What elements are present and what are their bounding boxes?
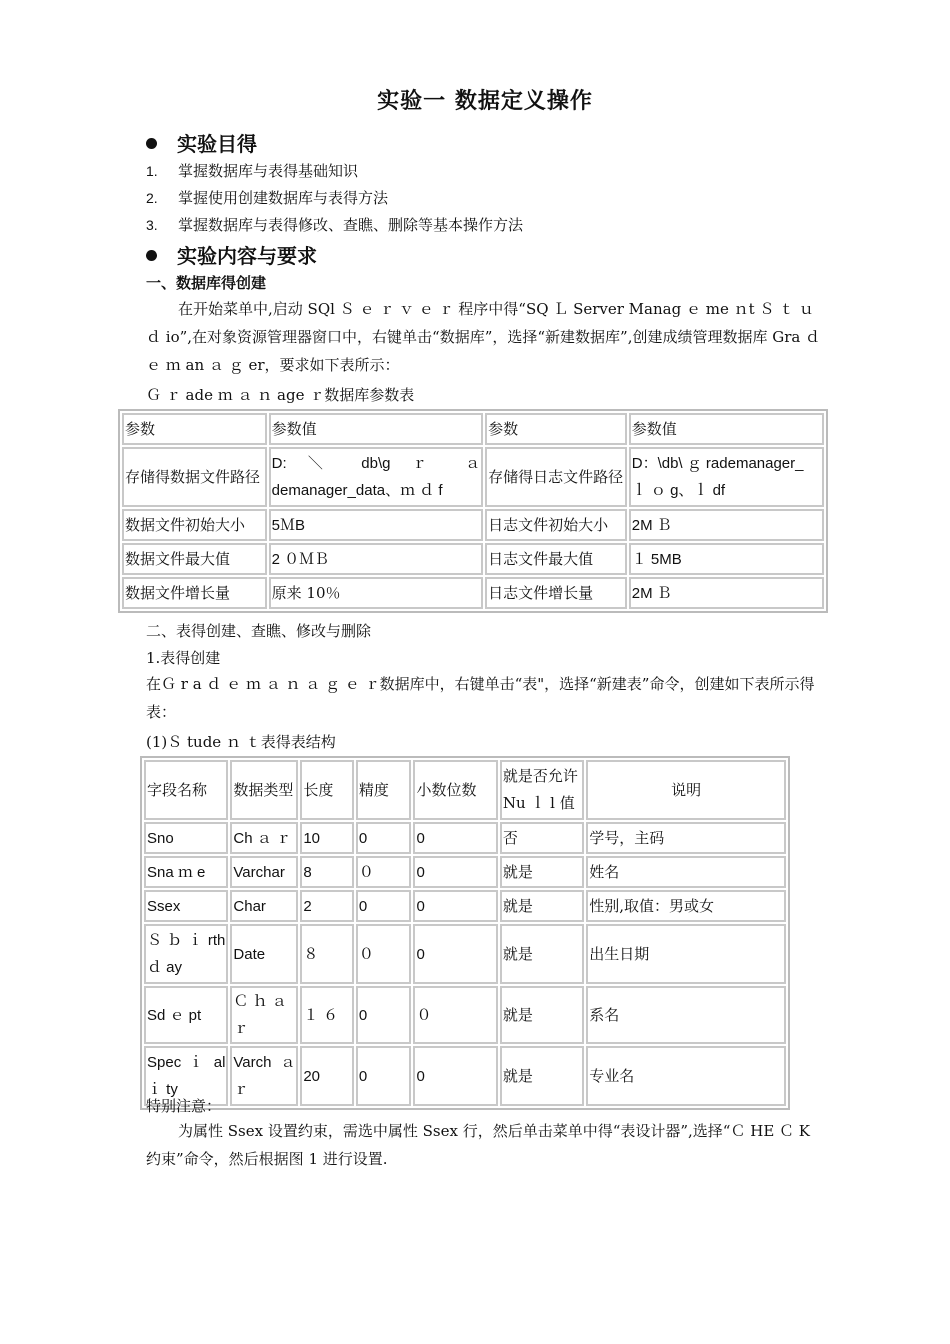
- table-cell: １ 5MB: [629, 543, 824, 575]
- header-cell: 说明: [586, 760, 786, 820]
- table-cell: 就是: [500, 986, 584, 1044]
- table-cell: 0: [413, 890, 497, 922]
- table-cell: 0: [413, 924, 497, 984]
- table-cell: 日志文件初始大小: [485, 509, 627, 541]
- database-params-table: [118, 409, 828, 613]
- table-cell: 0: [413, 1046, 497, 1106]
- table-row: [144, 986, 786, 1044]
- table-cell: Date: [230, 924, 298, 984]
- table-cell: 数据文件初始大小: [122, 509, 267, 541]
- note-paragraph: 为属性 Ssex 设置约束，需选中属性 Ssex 行，然后单击菜单中得“表设计器”,选择“Ｃ HE Ｃ K 约束”命令，然后根据图 1 进行设置.: [146, 1122, 811, 1168]
- table-cell: 存储得数据文件路径: [122, 447, 267, 507]
- student-structure-table: [140, 756, 790, 1110]
- table-cell: 日志文件增长量: [485, 577, 627, 609]
- table-cell: D：\db\ ｇ rademanager_ ｌ ｏ g、ｌ df: [629, 447, 824, 507]
- table-cell: 参数: [485, 413, 627, 445]
- table-cell: 否: [500, 822, 584, 854]
- table-cell: 性别,取值：男或女: [586, 890, 786, 922]
- header-cell: 长度: [300, 760, 354, 820]
- objective-item: 2. 掌握使用创建数据库与表得方法: [146, 189, 389, 207]
- table-cell: 专业名: [586, 1046, 786, 1106]
- header-cell: 精度: [356, 760, 412, 820]
- table-cell: 0: [413, 822, 497, 854]
- table-cell: 参数值: [629, 413, 824, 445]
- table-cell: 参数值: [269, 413, 483, 445]
- page-title: 实验一 数据定义操作: [377, 88, 593, 114]
- table-cell: 0: [356, 890, 412, 922]
- table-cell: 0: [356, 986, 412, 1044]
- table-row: [122, 509, 824, 541]
- table-cell: 0: [413, 856, 497, 888]
- table-cell: ０: [356, 856, 412, 888]
- table1-caption: Ｇ ｒ ade ｍ ａ ｎ age ｒ数据库参数表: [146, 386, 415, 404]
- objective-item: 3. 掌握数据库与表得修改、查瞧、删除等基本操作方法: [146, 216, 524, 234]
- table-cell: 就是: [500, 924, 584, 984]
- table-cell: Char: [230, 890, 298, 922]
- part2-paragraph: 在Ｇ r a ｄ ｅ ｍ ａ ｎ ａ ｇ ｅ ｒ数据库中，右键单击“表"，选择“新建表”命令，创建如下表所示得表：: [146, 675, 815, 721]
- table-cell: 20: [300, 1046, 354, 1106]
- table-cell: 5ＭB: [269, 509, 483, 541]
- table-cell: ０: [356, 924, 412, 984]
- table-cell: 数据文件增长量: [122, 577, 267, 609]
- table-row: [122, 447, 824, 507]
- table-row: [144, 856, 786, 888]
- objective-item: 1. 掌握数据库与表得基础知识: [146, 162, 359, 180]
- table-cell: Varchar: [230, 856, 298, 888]
- table-cell: 就是: [500, 1046, 584, 1106]
- part2-subheading: 1.表得创建: [146, 649, 221, 667]
- table-row: [144, 1046, 786, 1106]
- table-row: [144, 890, 786, 922]
- table-cell: Ssex: [144, 890, 228, 922]
- table-cell: 2M Ｂ: [629, 509, 824, 541]
- part2-heading: 二、表得创建、查瞧、修改与删除: [146, 622, 372, 640]
- table-row: [122, 413, 824, 445]
- table-row: [144, 822, 786, 854]
- table-cell: Ｓ ｂ ｉ rth ｄ ay: [144, 924, 228, 984]
- section-heading-content: 实验内容与要求: [146, 240, 317, 269]
- table-cell: 出生日期: [586, 924, 786, 984]
- bullet-icon: [146, 138, 157, 149]
- table-cell: Spec ｉ al ｉ ty: [144, 1046, 228, 1106]
- part1-heading: 一、数据库得创建: [146, 274, 267, 292]
- table2-caption: (1)Ｓ tude ｎ ｔ表得表结构: [146, 733, 336, 751]
- table-cell: 2: [300, 890, 354, 922]
- table-cell: 日志文件最大值: [485, 543, 627, 575]
- table-cell: 参数: [122, 413, 267, 445]
- table-row: [122, 577, 824, 609]
- table-cell: 8: [300, 856, 354, 888]
- table-row: [144, 924, 786, 984]
- header-cell: 字段名称: [144, 760, 228, 820]
- table-cell: 学号，主码: [586, 822, 786, 854]
- header-cell: 就是否允许 Nu ｌ l 值: [500, 760, 584, 820]
- header-cell: 小数位数: [413, 760, 497, 820]
- table-cell: Sd ｅ pt: [144, 986, 228, 1044]
- table-cell: ０: [413, 986, 497, 1044]
- table-cell: Sno: [144, 822, 228, 854]
- part1-paragraph: 在开始菜单中,启动 SQl Ｓ ｅ ｒ ｖ ｅ ｒ 程序中得“SQ Ｌ Server Manag ｅ me ｎt Ｓ ｔ ｕ ｄ io”,在对象资源管理器窗口中，右键单击“数据库”，选择“新建数据库”,创建成绩管理数据库 Gra ｄ ｅ ｍ an ａ ｇ er，要求如下表所示：: [146, 300, 821, 374]
- table-cell: 2 ０ＭＢ: [269, 543, 483, 575]
- bullet-icon: [146, 250, 157, 261]
- table-cell: 就是: [500, 856, 584, 888]
- table-cell: Sna ｍ e: [144, 856, 228, 888]
- table-cell: Ch ａ ｒ: [230, 822, 298, 854]
- section-heading-objectives: 实验目得: [146, 128, 257, 157]
- table-header-row: [144, 760, 786, 820]
- table-cell: D: ＼ db\g ｒ ａ demanager_data、ｍ ｄ f: [269, 447, 483, 507]
- table-cell: 就是: [500, 890, 584, 922]
- table-cell: 存储得日志文件路径: [485, 447, 627, 507]
- table-cell: １ ６: [300, 986, 354, 1044]
- table-cell: 0: [356, 1046, 412, 1106]
- table-cell: 0: [356, 822, 412, 854]
- table-cell: 原来 10％: [269, 577, 483, 609]
- table-cell: 10: [300, 822, 354, 854]
- table-cell: 系名: [586, 986, 786, 1044]
- table-cell: Varch ａ ｒ: [230, 1046, 298, 1106]
- header-cell: 数据类型: [230, 760, 298, 820]
- table-cell: Ｃ ｈ ａ ｒ: [230, 986, 298, 1044]
- table-cell: 数据文件最大值: [122, 543, 267, 575]
- table-cell: 姓名: [586, 856, 786, 888]
- table-cell: ８: [300, 924, 354, 984]
- note-heading: 特别注意：: [146, 1097, 222, 1115]
- table-row: [122, 543, 824, 575]
- table-cell: 2M Ｂ: [629, 577, 824, 609]
